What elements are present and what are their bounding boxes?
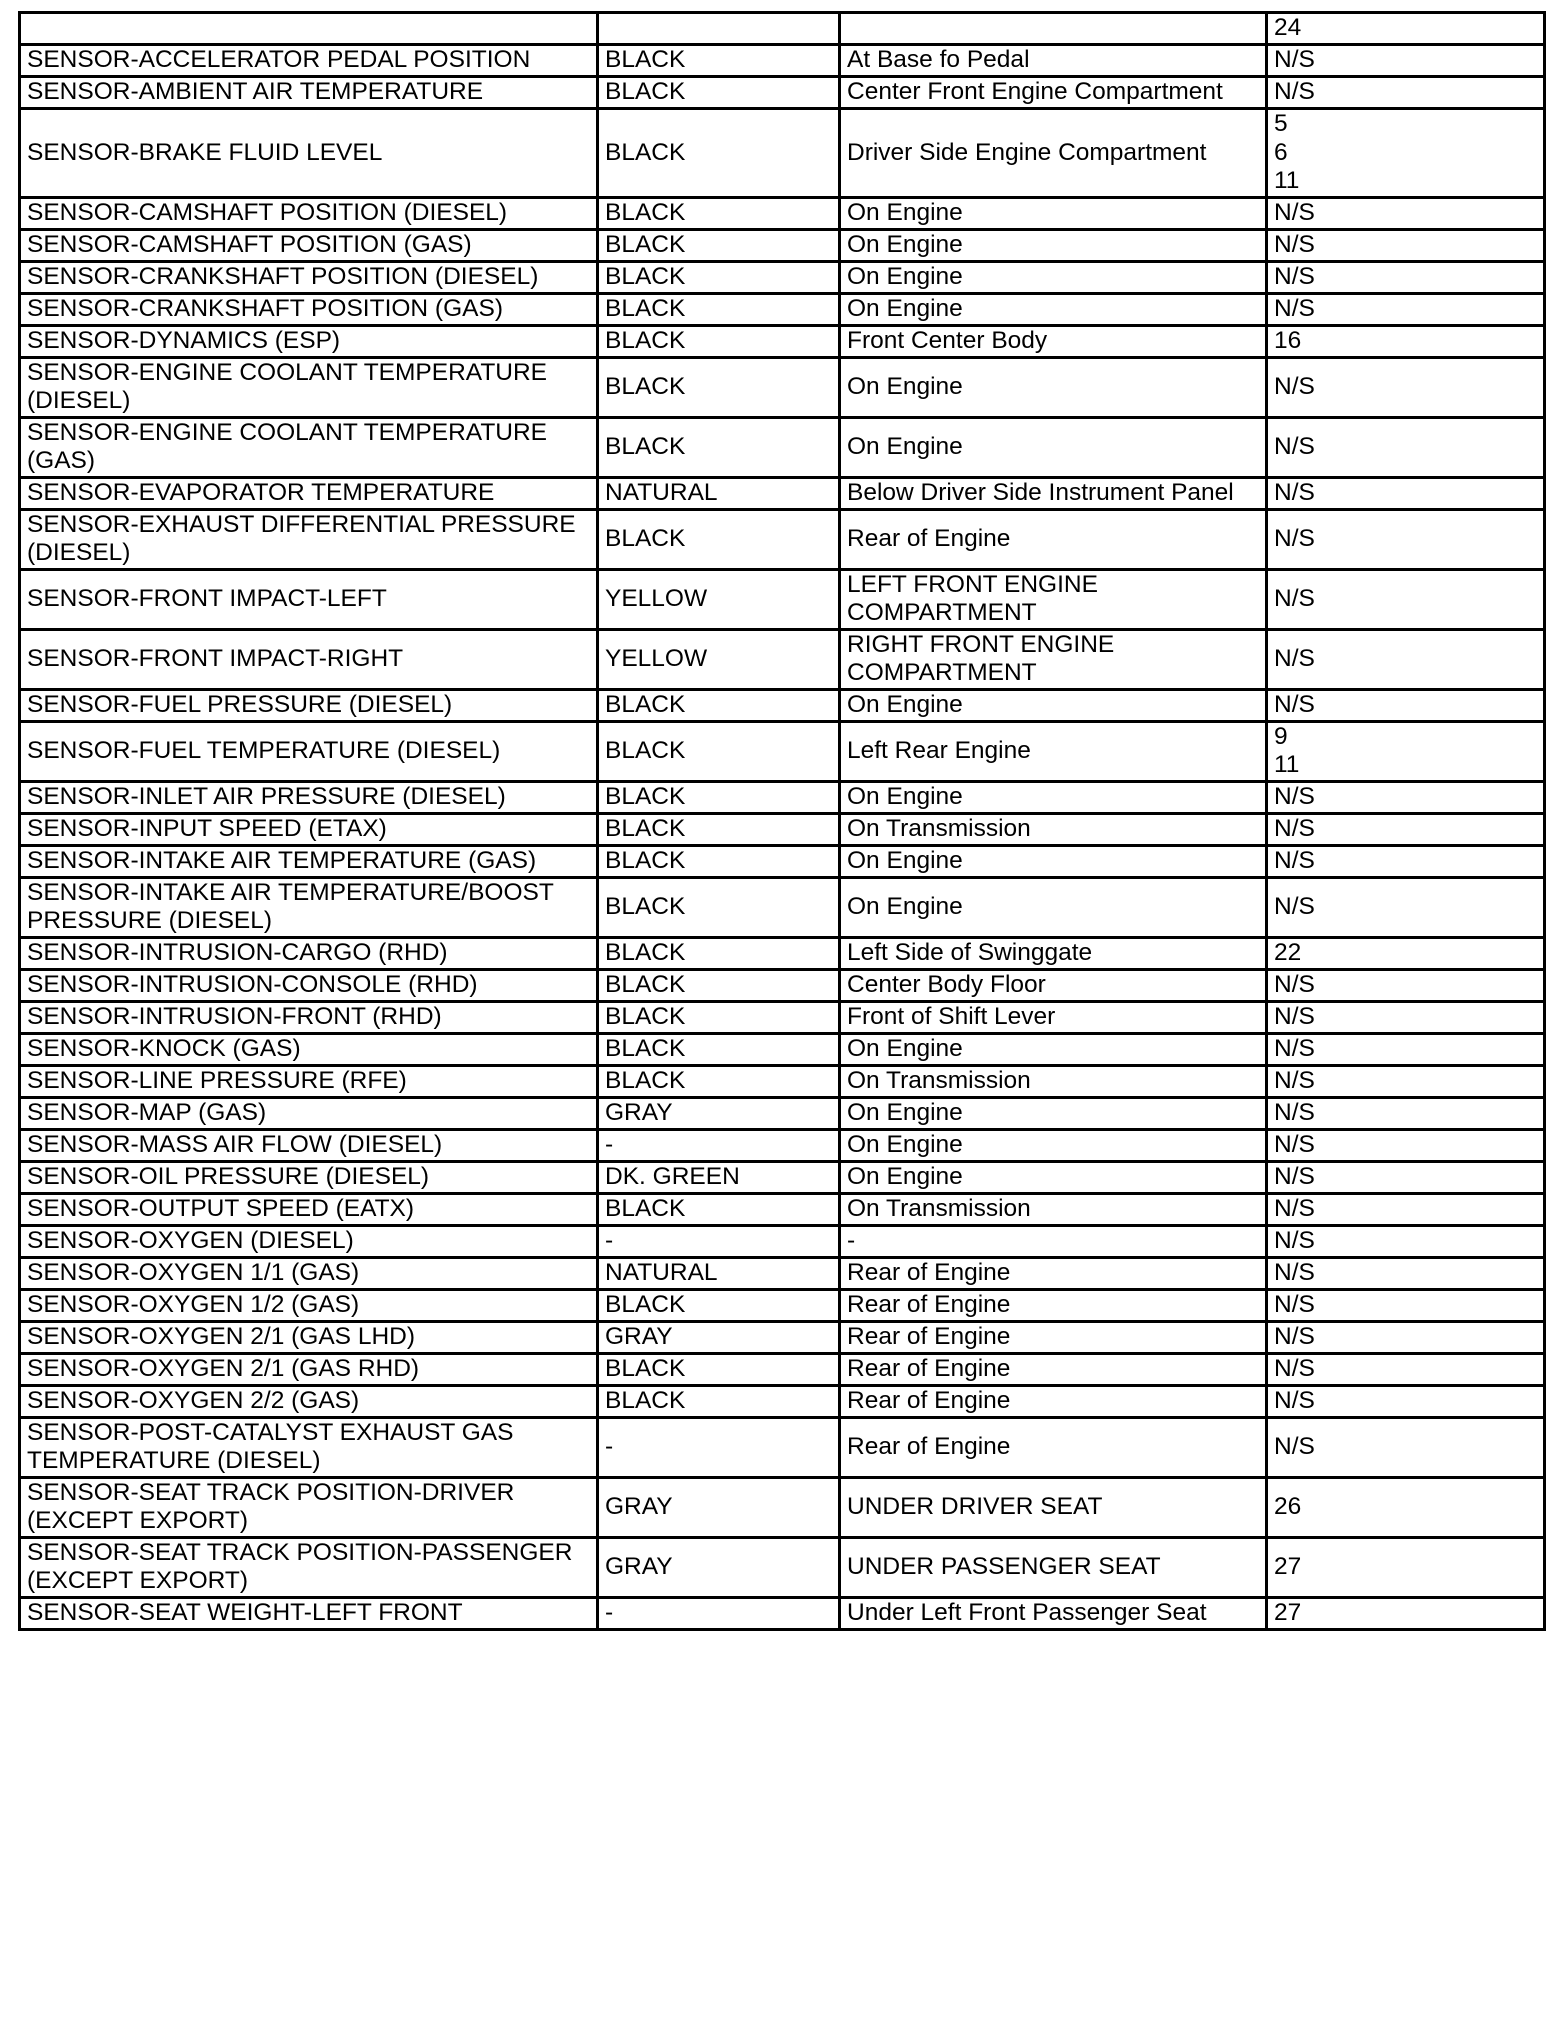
location-cell: On Engine (840, 293, 1267, 325)
figure-page-cell: 9 11 (1267, 721, 1545, 781)
table-row (20, 109, 1545, 198)
table-row (20, 509, 1545, 569)
table-row (20, 1257, 1545, 1289)
table-row (20, 13, 1545, 45)
location-cell: On Transmission (840, 813, 1267, 845)
figure-page-cell: N/S (1267, 1065, 1545, 1097)
connector-color-cell: GRAY (598, 1321, 840, 1353)
location-cell: Rear of Engine (840, 1257, 1267, 1289)
table-row (20, 689, 1545, 721)
figure-page-cell: N/S (1267, 1033, 1545, 1065)
figure-page-cell: N/S (1267, 845, 1545, 877)
figure-page-cell: N/S (1267, 357, 1545, 417)
figure-page-cell: N/S (1267, 77, 1545, 109)
component-name-cell: SENSOR-EXHAUST DIFFERENTIAL PRESSURE (DIESEL) (20, 509, 598, 569)
connector-color-cell: BLACK (598, 325, 840, 357)
figure-page-cell: 26 (1267, 1477, 1545, 1537)
figure-page-cell: N/S (1267, 1321, 1545, 1353)
location-cell: On Engine (840, 689, 1267, 721)
figure-page-cell: 27 (1267, 1597, 1545, 1629)
component-name-cell: SENSOR-OXYGEN 1/2 (GAS) (20, 1289, 598, 1321)
location-cell: Left Side of Swinggate (840, 937, 1267, 969)
location-cell: On Engine (840, 1161, 1267, 1193)
connector-color-cell: YELLOW (598, 569, 840, 629)
table-row (20, 357, 1545, 417)
location-cell: On Engine (840, 1097, 1267, 1129)
connector-color-cell: GRAY (598, 1537, 840, 1597)
connector-color-cell: GRAY (598, 1097, 840, 1129)
location-cell: On Engine (840, 1033, 1267, 1065)
connector-color-cell (598, 13, 840, 45)
connector-color-cell: BLACK (598, 781, 840, 813)
component-name-cell: SENSOR-SEAT TRACK POSITION-PASSENGER (EXCEPT EXPORT) (20, 1537, 598, 1597)
connector-color-cell: BLACK (598, 293, 840, 325)
component-name-cell: SENSOR-OXYGEN 2/2 (GAS) (20, 1385, 598, 1417)
figure-page-cell: N/S (1267, 509, 1545, 569)
location-cell: Front Center Body (840, 325, 1267, 357)
location-cell: On Engine (840, 417, 1267, 477)
connector-color-cell: BLACK (598, 969, 840, 1001)
figure-page-cell: N/S (1267, 969, 1545, 1001)
connector-color-cell: BLACK (598, 109, 840, 198)
figure-page-cell: 5 6 11 (1267, 109, 1545, 198)
table-row (20, 1597, 1545, 1629)
location-cell: Rear of Engine (840, 1417, 1267, 1477)
component-name-cell: SENSOR-AMBIENT AIR TEMPERATURE (20, 77, 598, 109)
component-name-cell: SENSOR-EVAPORATOR TEMPERATURE (20, 477, 598, 509)
location-cell: On Engine (840, 229, 1267, 261)
table-row (20, 1129, 1545, 1161)
location-cell: Rear of Engine (840, 1321, 1267, 1353)
location-cell: Rear of Engine (840, 1353, 1267, 1385)
location-cell: On Engine (840, 781, 1267, 813)
table-row (20, 77, 1545, 109)
connector-color-cell: BLACK (598, 45, 840, 77)
connector-color-cell: BLACK (598, 1065, 840, 1097)
table-row (20, 877, 1545, 937)
location-cell: Center Body Floor (840, 969, 1267, 1001)
location-cell: LEFT FRONT ENGINE COMPARTMENT (840, 569, 1267, 629)
location-cell: At Base fo Pedal (840, 45, 1267, 77)
figure-page-cell: 22 (1267, 937, 1545, 969)
component-name-cell (20, 13, 598, 45)
table-row (20, 417, 1545, 477)
figure-page-cell: N/S (1267, 1161, 1545, 1193)
figure-page-cell: N/S (1267, 689, 1545, 721)
location-cell: On Engine (840, 877, 1267, 937)
table-body (20, 13, 1545, 1630)
location-cell: Below Driver Side Instrument Panel (840, 477, 1267, 509)
figure-page-cell: N/S (1267, 477, 1545, 509)
component-name-cell: SENSOR-OXYGEN 2/1 (GAS LHD) (20, 1321, 598, 1353)
component-name-cell: SENSOR-SEAT WEIGHT-LEFT FRONT (20, 1597, 598, 1629)
table-row (20, 1537, 1545, 1597)
figure-page-cell: N/S (1267, 877, 1545, 937)
location-cell: On Engine (840, 197, 1267, 229)
connector-color-cell: BLACK (598, 1289, 840, 1321)
connector-color-cell: BLACK (598, 1033, 840, 1065)
connector-color-cell: YELLOW (598, 629, 840, 689)
table-row (20, 1097, 1545, 1129)
figure-page-cell: N/S (1267, 45, 1545, 77)
component-name-cell: SENSOR-OXYGEN 2/1 (GAS RHD) (20, 1353, 598, 1385)
component-name-cell: SENSOR-INTAKE AIR TEMPERATURE/BOOST PRESSURE (DIESEL) (20, 877, 598, 937)
connector-color-cell: DK. GREEN (598, 1161, 840, 1193)
table-row (20, 1001, 1545, 1033)
table-row (20, 477, 1545, 509)
table-row (20, 937, 1545, 969)
component-name-cell: SENSOR-INTRUSION-CARGO (RHD) (20, 937, 598, 969)
table-row (20, 1417, 1545, 1477)
table-row (20, 1065, 1545, 1097)
connector-color-cell: NATURAL (598, 477, 840, 509)
location-cell: - (840, 1225, 1267, 1257)
table-row (20, 229, 1545, 261)
component-name-cell: SENSOR-INPUT SPEED (ETAX) (20, 813, 598, 845)
connector-color-cell: - (598, 1417, 840, 1477)
location-cell: UNDER DRIVER SEAT (840, 1477, 1267, 1537)
figure-page-cell: N/S (1267, 1257, 1545, 1289)
connector-color-cell: - (598, 1129, 840, 1161)
component-name-cell: SENSOR-POST-CATALYST EXHAUST GAS TEMPERATURE (DIESEL) (20, 1417, 598, 1477)
table-row (20, 325, 1545, 357)
connector-color-cell: GRAY (598, 1477, 840, 1537)
table-row (20, 721, 1545, 781)
connector-color-cell: BLACK (598, 721, 840, 781)
connector-color-cell: BLACK (598, 509, 840, 569)
location-cell: Driver Side Engine Compartment (840, 109, 1267, 198)
component-name-cell: SENSOR-CRANKSHAFT POSITION (GAS) (20, 293, 598, 325)
table-row (20, 845, 1545, 877)
connector-color-cell: BLACK (598, 813, 840, 845)
table-row (20, 1321, 1545, 1353)
component-name-cell: SENSOR-ENGINE COOLANT TEMPERATURE (GAS) (20, 417, 598, 477)
component-name-cell: SENSOR-LINE PRESSURE (RFE) (20, 1065, 598, 1097)
location-cell: Rear of Engine (840, 1289, 1267, 1321)
table-row (20, 813, 1545, 845)
figure-page-cell: N/S (1267, 781, 1545, 813)
location-cell: UNDER PASSENGER SEAT (840, 1537, 1267, 1597)
table-row (20, 1353, 1545, 1385)
table-row (20, 969, 1545, 1001)
connector-color-cell: BLACK (598, 229, 840, 261)
connector-color-cell: BLACK (598, 689, 840, 721)
connector-color-cell: BLACK (598, 197, 840, 229)
figure-page-cell: 16 (1267, 325, 1545, 357)
figure-page-cell: N/S (1267, 293, 1545, 325)
location-cell: On Engine (840, 1129, 1267, 1161)
connector-location-table (18, 11, 1546, 1631)
component-name-cell: SENSOR-DYNAMICS (ESP) (20, 325, 598, 357)
table-row (20, 1477, 1545, 1537)
connector-color-cell: BLACK (598, 357, 840, 417)
figure-page-cell: N/S (1267, 1097, 1545, 1129)
connector-color-cell: BLACK (598, 1001, 840, 1033)
location-cell: Rear of Engine (840, 1385, 1267, 1417)
location-cell: On Transmission (840, 1065, 1267, 1097)
connector-color-cell: BLACK (598, 1353, 840, 1385)
component-name-cell: SENSOR-FUEL TEMPERATURE (DIESEL) (20, 721, 598, 781)
figure-page-cell: N/S (1267, 1129, 1545, 1161)
table-row (20, 1161, 1545, 1193)
component-name-cell: SENSOR-INTRUSION-CONSOLE (RHD) (20, 969, 598, 1001)
location-cell: On Engine (840, 845, 1267, 877)
connector-color-cell: - (598, 1225, 840, 1257)
location-cell: Front of Shift Lever (840, 1001, 1267, 1033)
table-row (20, 197, 1545, 229)
table-row (20, 629, 1545, 689)
location-cell: Under Left Front Passenger Seat (840, 1597, 1267, 1629)
component-name-cell: SENSOR-MAP (GAS) (20, 1097, 598, 1129)
location-cell: Left Rear Engine (840, 721, 1267, 781)
component-name-cell: SENSOR-ENGINE COOLANT TEMPERATURE (DIESEL) (20, 357, 598, 417)
location-cell: Rear of Engine (840, 509, 1267, 569)
table-row (20, 293, 1545, 325)
connector-color-cell: BLACK (598, 877, 840, 937)
connector-color-cell: NATURAL (598, 1257, 840, 1289)
figure-page-cell: 27 (1267, 1537, 1545, 1597)
connector-color-cell: BLACK (598, 1193, 840, 1225)
location-cell: On Transmission (840, 1193, 1267, 1225)
table-row (20, 45, 1545, 77)
location-cell: RIGHT FRONT ENGINE COMPARTMENT (840, 629, 1267, 689)
connector-color-cell: BLACK (598, 261, 840, 293)
component-name-cell: SENSOR-INTAKE AIR TEMPERATURE (GAS) (20, 845, 598, 877)
figure-page-cell: N/S (1267, 1225, 1545, 1257)
figure-page-cell: N/S (1267, 417, 1545, 477)
figure-page-cell: 24 (1267, 13, 1545, 45)
figure-page-cell: N/S (1267, 261, 1545, 293)
connector-color-cell: BLACK (598, 417, 840, 477)
location-cell (840, 13, 1267, 45)
component-name-cell: SENSOR-KNOCK (GAS) (20, 1033, 598, 1065)
figure-page-cell: N/S (1267, 1353, 1545, 1385)
table-row (20, 781, 1545, 813)
connector-color-cell: BLACK (598, 937, 840, 969)
table-row (20, 569, 1545, 629)
component-name-cell: SENSOR-FUEL PRESSURE (DIESEL) (20, 689, 598, 721)
component-name-cell: SENSOR-INLET AIR PRESSURE (DIESEL) (20, 781, 598, 813)
location-cell: On Engine (840, 261, 1267, 293)
figure-page-cell: N/S (1267, 629, 1545, 689)
component-name-cell: SENSOR-CAMSHAFT POSITION (DIESEL) (20, 197, 598, 229)
component-name-cell: SENSOR-CAMSHAFT POSITION (GAS) (20, 229, 598, 261)
location-cell: Center Front Engine Compartment (840, 77, 1267, 109)
connector-color-cell: BLACK (598, 77, 840, 109)
component-name-cell: SENSOR-ACCELERATOR PEDAL POSITION (20, 45, 598, 77)
component-name-cell: SENSOR-INTRUSION-FRONT (RHD) (20, 1001, 598, 1033)
component-name-cell: SENSOR-CRANKSHAFT POSITION (DIESEL) (20, 261, 598, 293)
figure-page-cell: N/S (1267, 229, 1545, 261)
connector-color-cell: - (598, 1597, 840, 1629)
component-name-cell: SENSOR-OXYGEN (DIESEL) (20, 1225, 598, 1257)
table-row (20, 261, 1545, 293)
table-row (20, 1193, 1545, 1225)
figure-page-cell: N/S (1267, 1417, 1545, 1477)
figure-page-cell: N/S (1267, 1385, 1545, 1417)
table-row (20, 1033, 1545, 1065)
table-row (20, 1225, 1545, 1257)
figure-page-cell: N/S (1267, 1289, 1545, 1321)
figure-page-cell: N/S (1267, 197, 1545, 229)
component-name-cell: SENSOR-OIL PRESSURE (DIESEL) (20, 1161, 598, 1193)
connector-color-cell: BLACK (598, 1385, 840, 1417)
component-name-cell: SENSOR-SEAT TRACK POSITION-DRIVER (EXCEPT EXPORT) (20, 1477, 598, 1537)
table-row (20, 1385, 1545, 1417)
component-name-cell: SENSOR-OXYGEN 1/1 (GAS) (20, 1257, 598, 1289)
figure-page-cell: N/S (1267, 569, 1545, 629)
location-cell: On Engine (840, 357, 1267, 417)
component-name-cell: SENSOR-OUTPUT SPEED (EATX) (20, 1193, 598, 1225)
component-name-cell: SENSOR-FRONT IMPACT-LEFT (20, 569, 598, 629)
component-name-cell: SENSOR-MASS AIR FLOW (DIESEL) (20, 1129, 598, 1161)
table-row (20, 1289, 1545, 1321)
figure-page-cell: N/S (1267, 1001, 1545, 1033)
figure-page-cell: N/S (1267, 1193, 1545, 1225)
figure-page-cell: N/S (1267, 813, 1545, 845)
component-name-cell: SENSOR-FRONT IMPACT-RIGHT (20, 629, 598, 689)
connector-color-cell: BLACK (598, 845, 840, 877)
component-name-cell: SENSOR-BRAKE FLUID LEVEL (20, 109, 598, 198)
